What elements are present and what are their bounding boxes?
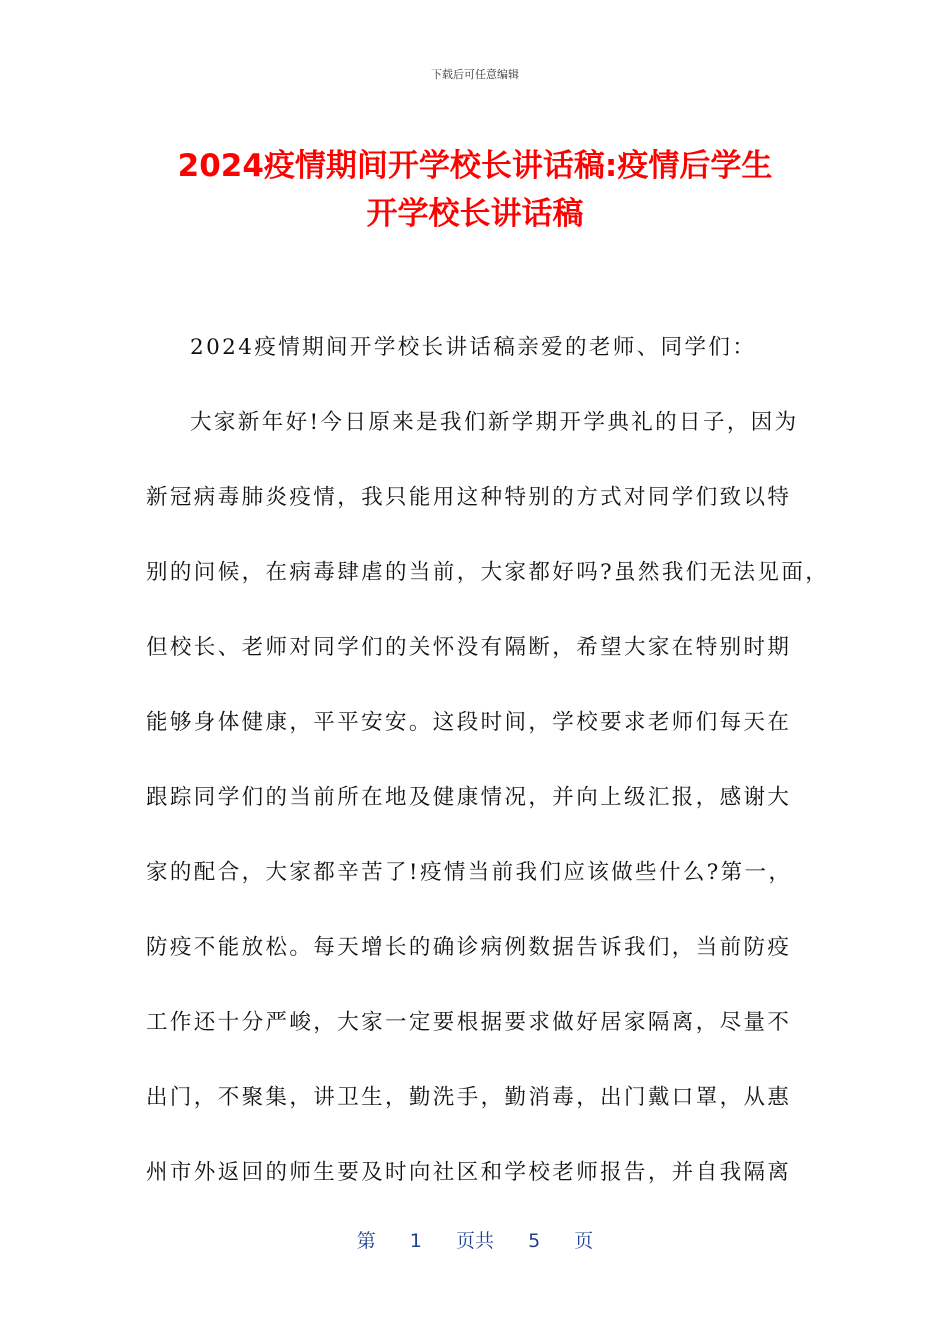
body-line: 能够身体健康，平平安安。这段时间，学校要求老师们每天在 (146, 710, 792, 735)
footer-page-number: 1 (409, 1230, 422, 1252)
body-line: 家的配合，大家都辛苦了!疫情当前我们应该做些什么?第一， (146, 860, 793, 885)
footer-page-of: 页共 (455, 1230, 494, 1252)
footer-page-suffix: 页 (574, 1230, 594, 1252)
header-note: 下载后可任意编辑 (431, 68, 519, 81)
body-line: 大家新年好!今日原来是我们新学期开学典礼的日子，因为 (190, 410, 799, 435)
footer-total-pages: 5 (528, 1230, 541, 1252)
body-line: 新冠病毒肺炎疫情，我只能用这种特别的方式对同学们致以特 (146, 485, 792, 510)
document-title (60, 142, 890, 238)
body-line: 州市外返回的师生要及时向社区和学校老师报告，并自我隔离 (146, 1160, 792, 1185)
body-line: 跟踪同学们的当前所在地及健康情况，并向上级汇报，感谢大 (146, 785, 792, 810)
body-line: 出门，不聚集，讲卫生，勤洗手，勤消毒，出门戴口罩，从惠 (146, 1085, 792, 1110)
footer-page-label: 第 (356, 1230, 376, 1252)
body-line: 防疫不能放松。每天增长的确诊病例数据告诉我们，当前防疫 (146, 935, 792, 960)
page-footer (0, 1226, 950, 1253)
body-line: 2024疫情期间开学校长讲话稿亲爱的老师、同学们： (190, 335, 757, 360)
title-line-2: 开学校长讲话稿 (366, 196, 584, 232)
title-line-1: 2024疫情期间开学校长讲话稿:疫情后学生 (177, 148, 773, 184)
body-line: 别的问候，在病毒肆虐的当前，大家都好吗?虽然我们无法见面， (146, 560, 830, 585)
body-line: 但校长、老师对同学们的关怀没有隔断，希望大家在特别时期 (146, 635, 792, 660)
body-line: 工作还十分严峻，大家一定要根据要求做好居家隔离，尽量不 (146, 1010, 792, 1035)
